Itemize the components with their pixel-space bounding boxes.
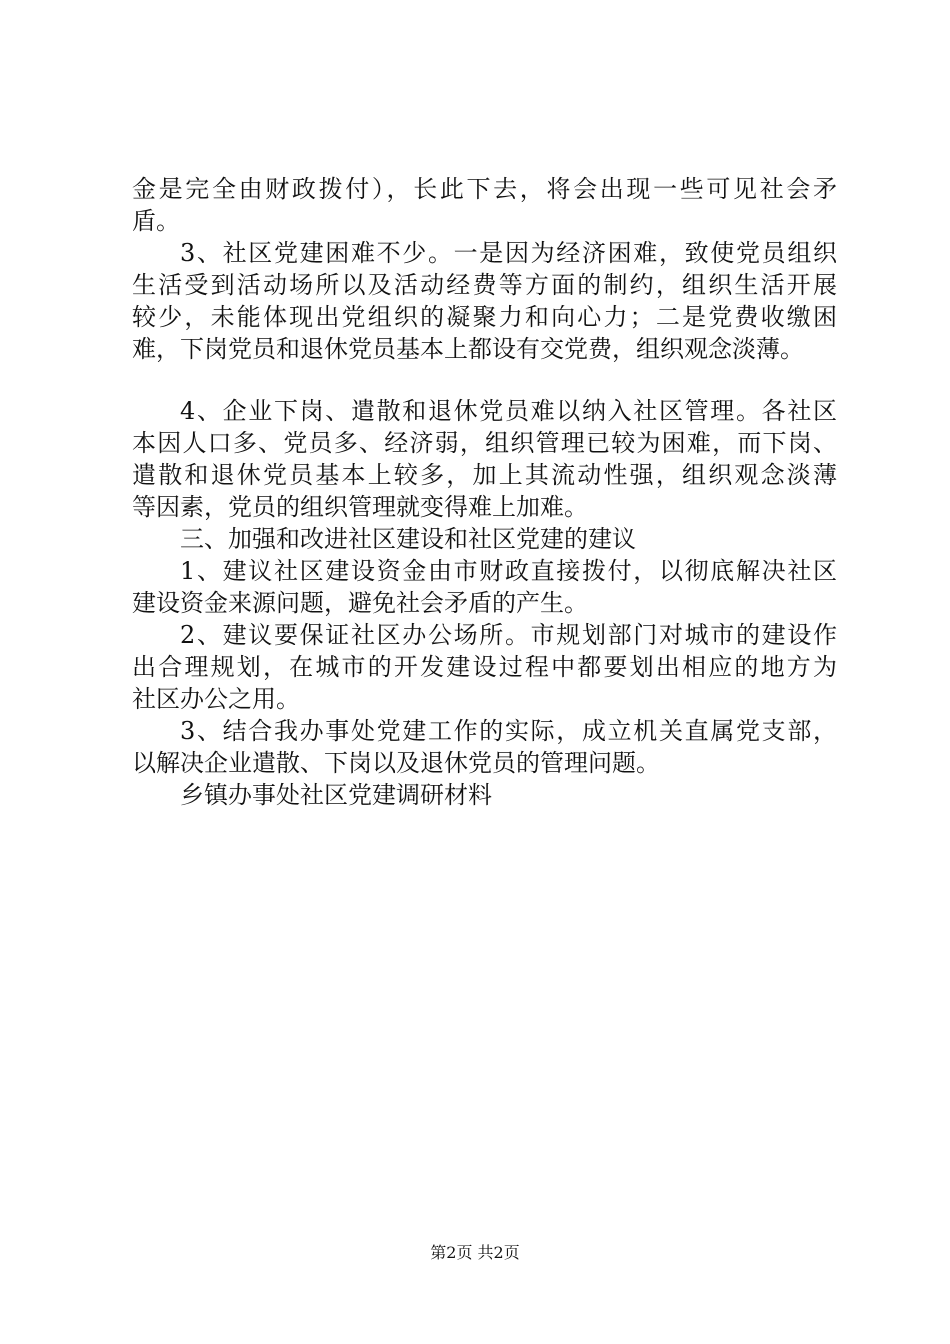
section-heading: 三、加强和改进社区建设和社区党建的建议 — [180, 525, 636, 553]
text-line: 2、建议要保证社区办公场所。市规划部门对城市的建设作 — [180, 621, 837, 649]
text-line: 以解决企业遣散、下岗以及退休党员的管理问题。 — [132, 749, 660, 777]
document-title-line: 乡镇办事处社区党建调研材料 — [180, 781, 492, 809]
text-line: 难，下岗党员和退休党员基本上都设有交党费，组织观念淡薄。 — [132, 335, 804, 363]
page-number-label: 第2页 共2页 — [430, 1243, 520, 1262]
text-line: 较少，未能体现出党组织的凝聚力和向心力；二是党费收缴困 — [132, 303, 837, 331]
text-line: 等因素，党员的组织管理就变得难上加难。 — [132, 493, 588, 521]
document-body — [132, 173, 837, 811]
text-line: 遣散和退休党员基本上较多，加上其流动性强，组织观念淡薄 — [132, 461, 837, 489]
text-line: 1、建议社区建设资金由市财政直接拨付，以彻底解决社区 — [180, 557, 837, 585]
page-footer — [0, 1242, 950, 1264]
text-line: 生活受到活动场所以及活动经费等方面的制约，组织生活开展 — [132, 271, 837, 299]
text-line: 盾。 — [132, 207, 180, 235]
text-line: 社区办公之用。 — [132, 685, 300, 713]
text-line: 建设资金来源问题，避免社会矛盾的产生。 — [132, 589, 588, 617]
text-line: 出合理规划，在城市的开发建设过程中都要划出相应的地方为 — [132, 653, 837, 681]
text-line: 3、社区党建困难不少。一是因为经济困难，致使党员组织 — [180, 239, 837, 267]
text-line: 本因人口多、党员多、经济弱，组织管理已较为困难，而下岗、 — [132, 429, 837, 457]
paragraph-gap — [132, 365, 837, 395]
text-line: 金是完全由财政拨付），长此下去，将会出现一些可见社会矛 — [132, 175, 837, 203]
text-line: 4、企业下岗、遣散和退休党员难以纳入社区管理。各社区 — [180, 397, 837, 425]
text-line: 3、结合我办事处党建工作的实际，成立机关直属党支部， — [180, 717, 837, 745]
